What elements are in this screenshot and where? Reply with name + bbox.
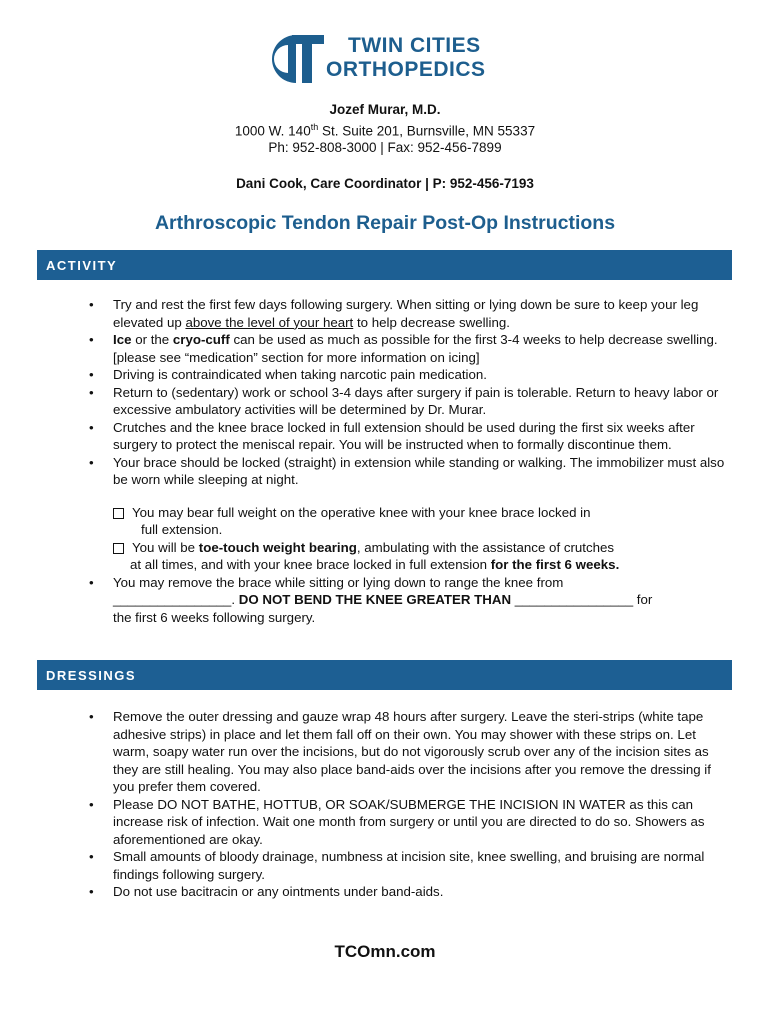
address-rest: St. Suite 201, Burnsville, MN 55337 <box>318 123 536 139</box>
address-ordinal: th <box>310 122 319 132</box>
option-text <box>132 539 614 557</box>
list-item <box>88 331 728 366</box>
list-item: • Remove the outer dressing and gauze wrap 48 hours after surgery. Leave the steri-strips (white tape adhesive strips) in place and let them fall off on their own. You may shower with these strips on. Let warm, soapy water run over the incisions, but do not vigorously scrub over any of the incision sites as they are still healing. You may also place band-aids over the incisions after you remove the dressing if you prefer them covered. <box>88 708 728 796</box>
blank-field[interactable]: ________________ <box>514 592 634 607</box>
list-item: • Return to (sedentary) work or school 3-4 days after surgery if pain is tolerable. Return to heavy labor or excessive ambulatory activities will be determined by Dr. Murar. <box>88 384 728 419</box>
option-bold: for the first 6 weeks. <box>490 557 620 572</box>
activity-list <box>88 296 728 626</box>
item-text: can be used as much as possible for the first 3-4 weeks to help decrease swelling. [please see “medication” section for more information on icing] <box>113 332 718 365</box>
item-bold: cryo-cuff <box>172 332 230 347</box>
item-text: the first 6 weeks following surgery. <box>113 609 316 625</box>
option-text: You may bear full weight on the operative knee with your knee brace locked in <box>132 504 591 520</box>
website-footer[interactable]: TCOmn.com <box>334 942 436 961</box>
item-text: or the <box>131 332 173 347</box>
address-street: 1000 W. 140 <box>234 123 311 139</box>
item-bold: DO NOT BEND THE KNEE GREATER THAN <box>235 592 515 607</box>
address <box>0 122 770 139</box>
list-item: • Small amounts of bloody drainage, numbness at incision site, knee swelling, and bruising are normal findings following surgery. <box>88 848 728 883</box>
phone-fax: Ph: 952-808-3000 | Fax: 952-456-7899 <box>268 140 502 155</box>
blank-field[interactable]: ________________. <box>113 592 236 607</box>
item-text <box>113 591 728 609</box>
list-item <box>88 296 728 331</box>
section-header-dressings: DRESSINGS <box>37 660 732 690</box>
logo-line-1: TWIN CITIES <box>348 34 481 57</box>
item-text-part: for <box>633 592 653 607</box>
item-bold: Ice <box>113 332 132 347</box>
list-item: • Your brace should be locked (straight) in extension while standing or walking. The immobilizer must also be worn while sleeping at night. <box>88 454 728 489</box>
option-text-part: , ambulating with the assistance of crutches <box>356 539 615 555</box>
dressings-list <box>88 708 728 901</box>
care-coordinator: Dani Cook, Care Coordinator | P: 952-456-7193 <box>236 176 534 191</box>
option-text-cont <box>113 556 728 574</box>
checkbox[interactable] <box>113 508 124 519</box>
option-text-part: at all times, and with your knee brace locked in full extension <box>130 557 491 572</box>
list-item: • Crutches and the knee brace locked in full extension should be used during the first six weeks after surgery to protect the meniscal repair. You will be instructed when to formally discontinue them. <box>88 419 728 454</box>
checkbox[interactable] <box>113 543 124 554</box>
logo-line-2: ORTHOPEDICS <box>326 58 486 81</box>
tco-logo-mark <box>270 33 326 85</box>
item-text: to help decrease swelling. <box>353 314 510 330</box>
list-item: • Do not use bacitracin or any ointments under band-aids. <box>88 883 728 901</box>
option-text-part: You will be <box>132 539 199 555</box>
option-full-weight <box>113 504 728 522</box>
logo <box>270 33 510 85</box>
option-bold: toe-touch weight bearing <box>198 539 357 555</box>
section-header-activity: ACTIVITY <box>37 250 732 280</box>
list-item <box>88 574 728 627</box>
option-text-cont: full extension. <box>141 522 223 537</box>
list-item: • Please DO NOT BATHE, HOTTUB, OR SOAK/SUBMERGE THE INCISION IN WATER as this can increase risk of infection. Wait one month from surgery or until you are directed to do so. Showers as aforementioned are okay. <box>88 796 728 849</box>
weight-bearing-options <box>113 504 728 574</box>
document-title: Arthroscopic Tendon Repair Post-Op Instructions <box>154 212 616 234</box>
list-item: • Driving is contraindicated when taking narcotic pain medication. <box>88 366 728 384</box>
item-text: Try and rest the first few days following surgery. When sitting or lying down be sure to keep your leg elevated up <box>113 297 699 330</box>
item-text: • You may remove the brace while sitting or lying down to range the knee from <box>113 574 564 590</box>
doctor-name: Jozef Murar, M.D. <box>329 102 441 117</box>
option-toe-touch <box>113 539 728 557</box>
item-underline: above the level of your heart <box>185 314 354 330</box>
